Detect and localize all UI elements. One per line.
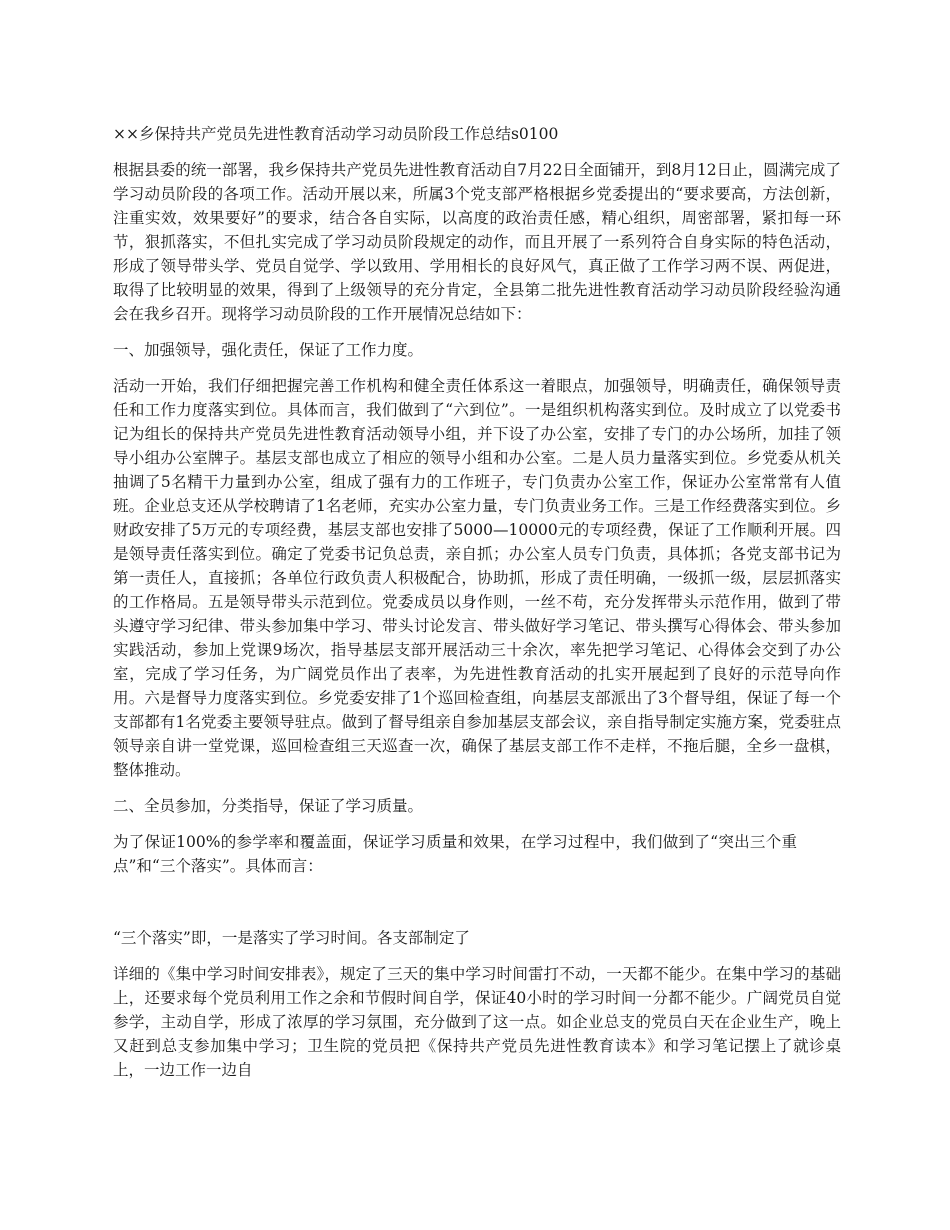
section-1-paragraph: 活动一开始，我们仔细把握完善工作机构和健全责任体系这一着眼点，加强领导，明确责任，确保领导责任和工作力度落实到位。具体而言，我们做到了“六到位”。一是组织机构落实到位。及时成立了以党委书记为组长的保持共产党员先进性教育活动领导小组，并下设了办公室，安排了专门的办公场所，加挂了领导小组办公室牌子。基层支部也成立了相应的领导小组和办公室。二是人员力量落实到位。乡党委从机关抽调了5名精干力量到办公室，组成了强有力的工作班子，专门负责办公室工作，保证办公室常常有人值班。企业总支还从学校聘请了1名老师，充实办公室力量，专门负责业务工作。三是工作经费落实到位。乡财政安排了5万元的专项经费，基层支部也安排了5000—10000元的专项经费，保证了工作顺利开展。四是领导责任落实到位。确定了党委书记负总责，亲自抓；办公室人员专门负责，具体抓；各党支部书记为第一责任人，直接抓；各单位行政负责人积极配合，协助抓，形成了责任明确，一级抓一级，层层抓落实的工作格局。五是领导带头示范到位。党委成员以身作则，一丝不苟，充分发挥带头示范作用，做到了带头遵守学习纪律、带头参加集中学习、带头讨论发言、带头做好学习笔记、带头撰写心得体会、带头参加实践活动，参加上党课9场次，指导基层支部开展活动三十余次，率先把学习笔记、心得体会交到了办公室，完成了学习任务，为广阔党员作出了表率，为先进性教育活动的扎实开展起到了良好的示范导向作用。六是督导力度落实到位。乡党委安排了1个巡回检查组，向基层支部派出了3个督导组，保证了每一个支部都有1名党委主要领导驻点。做到了督导组亲自参加基层支部会议，亲自指导制定实施方案，党委驻点领导亲自讲一堂党课，巡回检查组三天巡查一次，确保了基层支部工作不走样，不拖后腿，全乡一盘棋，整体推动。: [113, 377, 841, 779]
section-2-heading: 二、全员参加，分类指导，保证了学习质量。: [113, 797, 424, 815]
intro-paragraph: 根据县委的统一部署，我乡保持共产党员先进性教育活动自7月22日全面铺开，到8月12日止，圆满完成了学习动员阶段的各项工作。活动开展以来，所属3个党支部严格根据乡党委提出的“要求要高，方法创新，注重实效，效果要好”的要求，结合各自实际，以高度的政治责任感，精心组织，周密部署，紧扣每一环节，狠抓落实，不但扎实完成了学习动员阶段规定的动作，而且开展了一系列符合自身实际的特色活动，形成了领导带头学、党员自觉学、学以致用、学用相长的良好风气，真正做了工作学习两不误、两促进，取得了比较明显的效果，得到了上级领导的充分肯定，全县第二批先进性教育活动学习动员阶段经验沟通会在我乡召开。现将学习动员阶段的工作开展情况总结如下：: [113, 161, 841, 323]
section-1-heading: 一、加强领导，强化责任，保证了工作力度。: [113, 341, 424, 359]
blank-gap: [113, 890, 841, 926]
document-title: ××乡保持共产党员先进性教育活动学习动员阶段工作总结s0100: [113, 125, 559, 143]
section-2-detail-paragraph: 详细的《集中学习时间安排表》，规定了三天的集中学习时间雷打不动，一天都不能少。在集中学习的基础上，还要求每个党员利用工作之余和节假时间自学，保证40小时的学习时间一分都不能少。广阔党员自觉参学，主动自学，形成了浓厚的学习氛围，充分做到了这一点。如企业总支的党员白天在企业生产，晚上又赶到总支参加集中学习；卫生院的党员把《保持共产党员先进性教育读本》和学习笔记摆上了就诊桌上，一边工作一边自: [113, 965, 841, 1079]
document-page: [113, 122, 841, 1094]
section-2-subheading: “三个落实”即，一是落实了学习时间。各支部制定了: [113, 929, 470, 947]
section-2-paragraph: 为了保证100%的参学率和覆盖面，保证学习质量和效果，在学习过程中，我们做到了“突出三个重点”和“三个落实”。具体而言：: [113, 833, 797, 875]
